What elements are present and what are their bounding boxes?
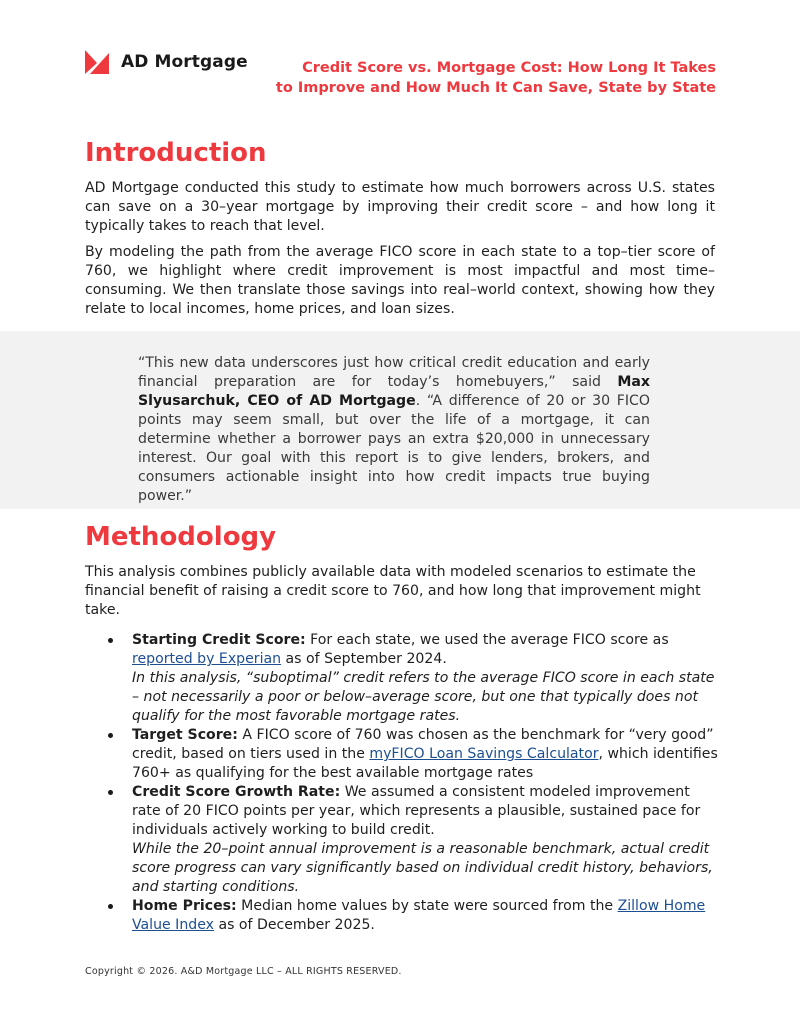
list-item (108, 783, 718, 897)
logo (85, 50, 248, 74)
list-item (108, 897, 718, 935)
item-label: Home Prices: (132, 898, 237, 914)
item-note: In this analysis, “suboptimal” credit refers to the average FICO score in each state – not necessarily a poor or below–average score, but one that typically does not qualify for the most favorable mortgage rates. (132, 670, 715, 724)
ceo-quote (138, 354, 650, 506)
logo-text: AD Mortgage (121, 52, 248, 72)
page-header (85, 48, 716, 104)
item-text-after: as of September 2024. (281, 651, 447, 667)
introduction-paragraph-2: By modeling the path from the average FICO score in each state to a top–tier score of 760, we highlight where credit improvement is most impactful and most time–consuming. We then translate those savings into real–world context, showing how they relate to local incomes, home prices, and loan sizes. (85, 244, 715, 317)
methodology-intro: This analysis combines publicly available data with modeled scenarios to estimate the financial benefit of raising a credit score to 760, and how long that improvement might take. (85, 564, 701, 618)
item-label: Starting Credit Score: (132, 632, 306, 648)
item-text: Median home values by state were sourced from the (236, 898, 618, 914)
item-text: A FICO score of 760 was chosen as the benchmark for “very good” credit, based on tiers used in the (132, 727, 714, 762)
item-text-after: , which identifies 760+ as qualifying for the best available mortgage rates (132, 746, 718, 781)
bullet-icon (108, 904, 113, 909)
methodology-heading: Methodology (85, 522, 277, 552)
list-item (108, 726, 718, 783)
bullet-icon (108, 733, 113, 738)
document-title-line-1: Credit Score vs. Mortgage Cost: How Long It Takes (302, 60, 716, 76)
quote-speaker: Max Slyusarchuk, CEO of AD Mortgage (138, 374, 650, 409)
introduction-heading: Introduction (85, 138, 267, 168)
item-text: For each state, we used the average FICO score as (305, 632, 669, 648)
myfico-calculator-link[interactable]: myFICO Loan Savings Calculator (369, 746, 599, 762)
copyright-footer: Copyright © 2026. A&D Mortgage LLC – ALL RIGHTS RESERVED. (85, 966, 402, 977)
experian-link[interactable]: reported by Experian (132, 651, 282, 667)
bullet-icon (108, 790, 113, 795)
quote-text-before: “This new data underscores just how critical credit education and early financial preparation are for today’s homebuyers,” said (138, 355, 650, 390)
quote-text-after: . “A difference of 20 or 30 FICO points may seem small, but over the life of a mortgage, it can determine whether a borrower pays an extra $20,000 in unnecessary interest. Our goal with this report is to give lenders, brokers, and consumers actionable insight into how credit impacts true buying power.” (138, 393, 650, 504)
item-text-after: as of December 2025. (213, 917, 375, 933)
document-title (276, 58, 716, 98)
methodology-list (108, 631, 718, 935)
ad-mortgage-logo-icon (85, 50, 109, 74)
item-label: Credit Score Growth Rate: (132, 784, 341, 800)
list-item (108, 631, 718, 726)
document-title-line-2: to Improve and How Much It Can Save, State by State (275, 80, 716, 96)
bullet-icon (108, 638, 113, 643)
quote-block (0, 331, 800, 509)
introduction-paragraph-1: AD Mortgage conducted this study to estimate how much borrowers across U.S. states can save on a 30–year mortgage by improving their credit score – and how long it typically takes to reach that level. (85, 180, 715, 234)
zillow-index-link[interactable]: Zillow Home Value Index (132, 898, 706, 933)
item-text: We assumed a consistent modeled improvement rate of 20 FICO points per year, which represents a plausible, sustained pace for individuals actively working to build credit. (132, 784, 701, 838)
item-label: Target Score: (132, 727, 238, 743)
item-note: While the 20–point annual improvement is a reasonable benchmark, actual credit score progress can vary significantly based on individual credit history, behaviors, and starting conditions. (132, 841, 713, 895)
